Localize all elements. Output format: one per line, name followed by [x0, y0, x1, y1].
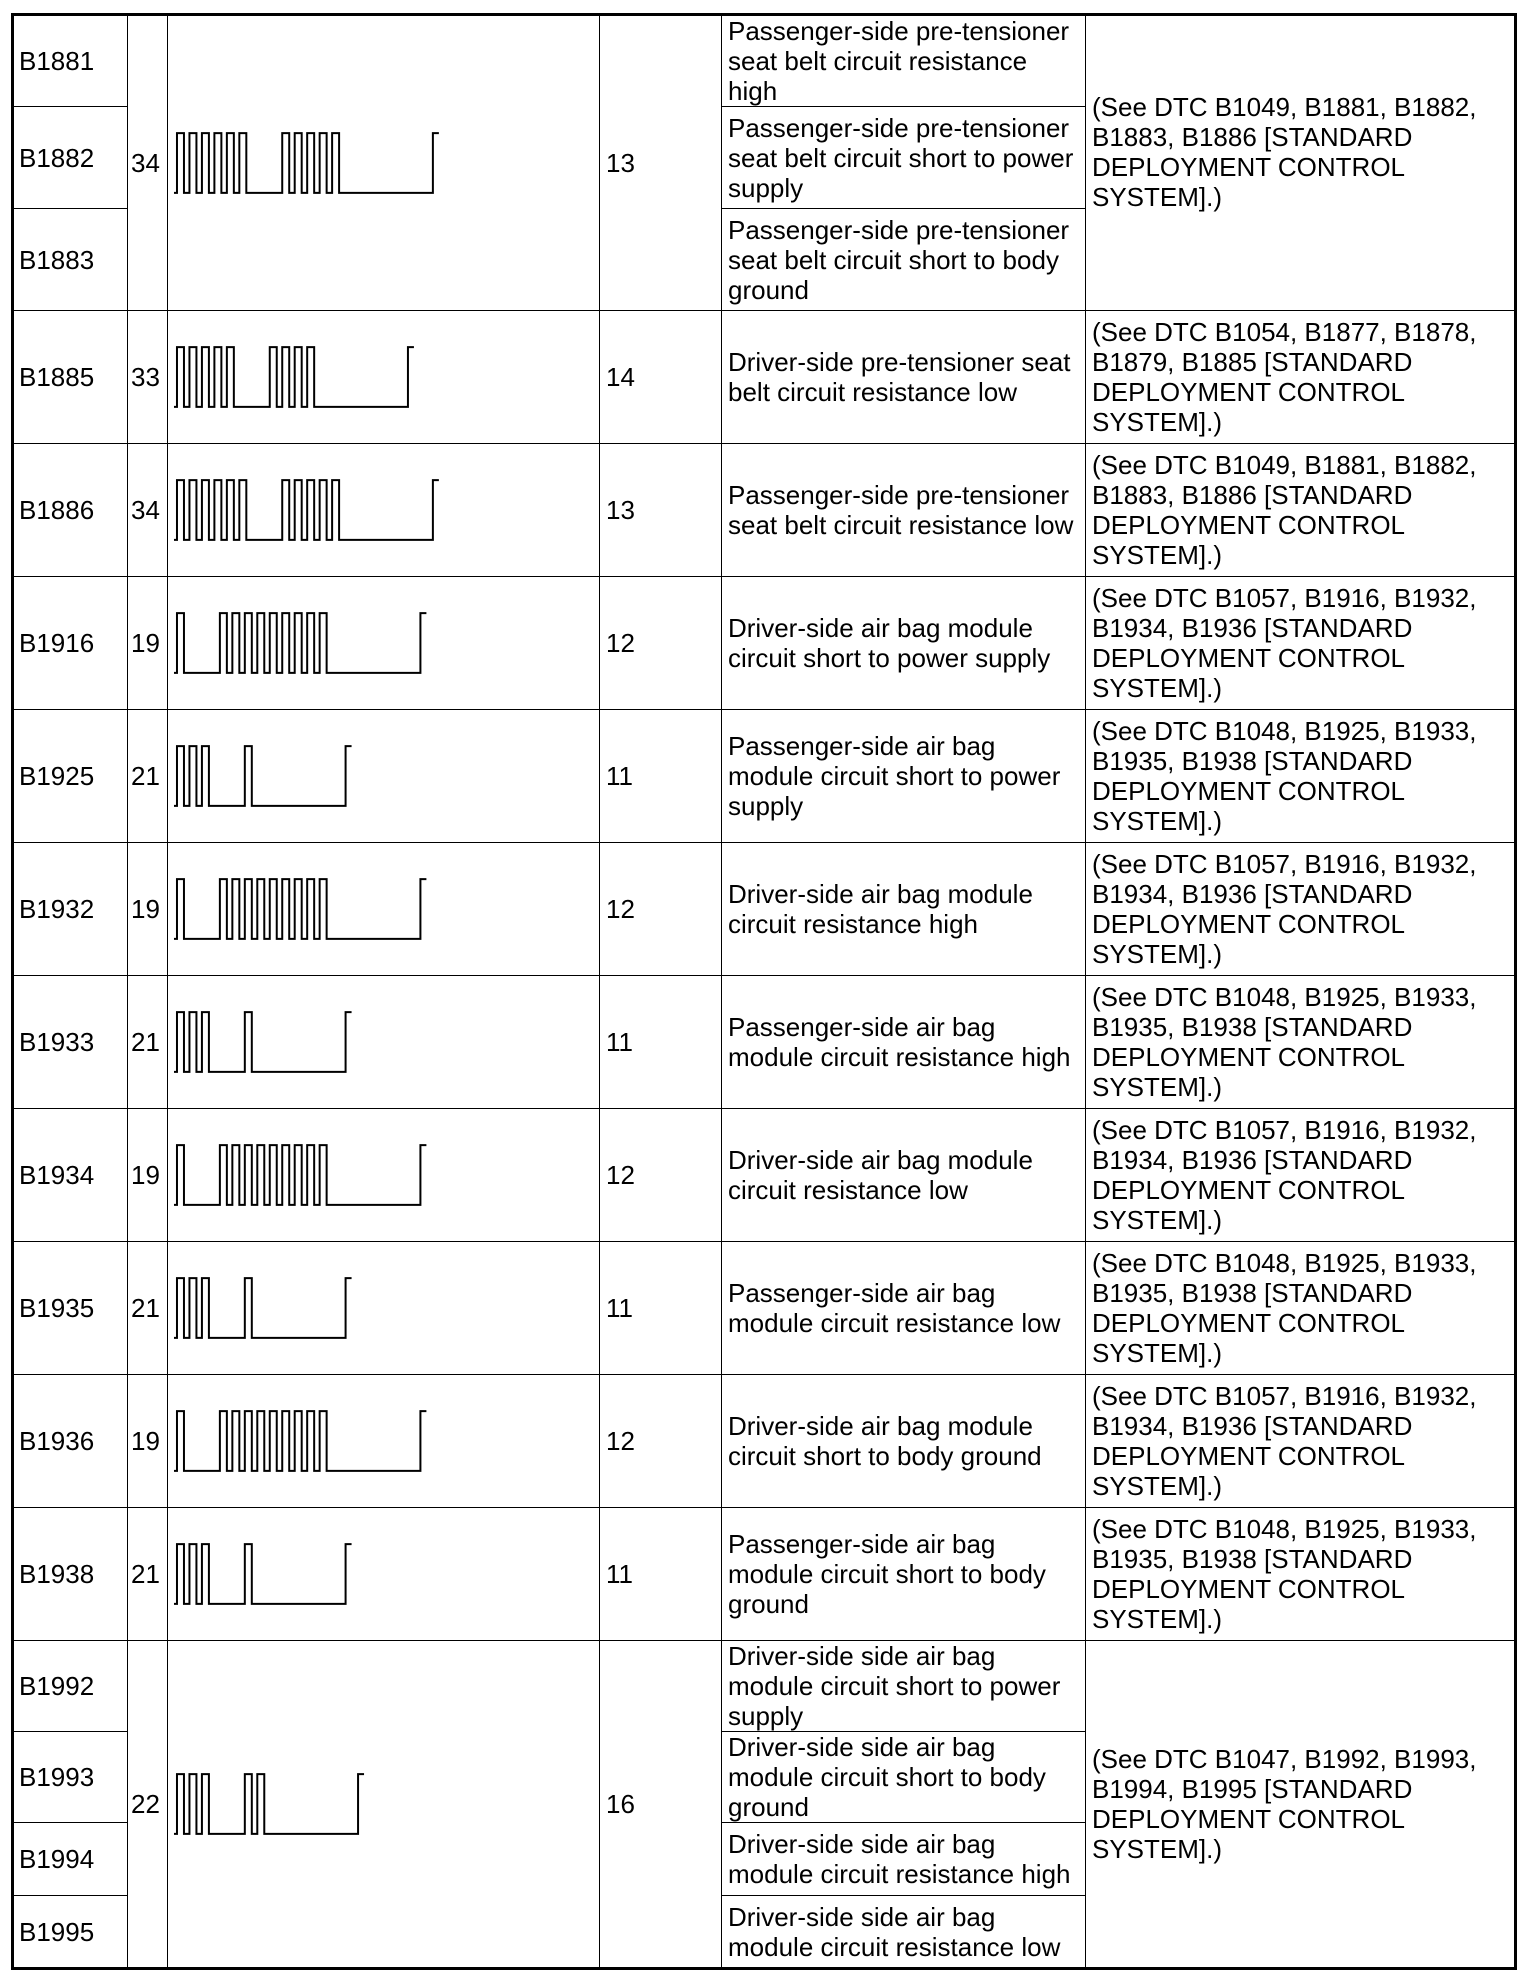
- dtc-code: B1916: [13, 577, 128, 710]
- pulse-trace: [174, 1544, 352, 1604]
- table-row: [13, 311, 1516, 444]
- dtc-description: Passenger-side pre-tensioner seat belt circuit short to body ground: [722, 209, 1086, 311]
- lamp-code: 13: [600, 15, 722, 311]
- flash-count: 21: [128, 1508, 168, 1641]
- dtc-description: Driver-side air bag module circuit short to power supply: [722, 577, 1086, 710]
- see-reference: (See DTC B1049, B1881, B1882, B1883, B1886 [STANDARD DEPLOYMENT CONTROL SYSTEM].): [1086, 15, 1516, 311]
- see-reference: (See DTC B1048, B1925, B1933, B1935, B1938 [STANDARD DEPLOYMENT CONTROL SYSTEM].): [1086, 1508, 1516, 1641]
- flash-pattern: [168, 1508, 600, 1641]
- dtc-code: B1886: [13, 444, 128, 577]
- table-row: [13, 1641, 1516, 1732]
- dtc-description: Driver-side air bag module circuit resistance high: [722, 843, 1086, 976]
- lamp-code: 11: [600, 976, 722, 1109]
- pulse-trace: [174, 746, 352, 806]
- flash-count: 19: [128, 577, 168, 710]
- table-row: [13, 1109, 1516, 1242]
- flash-pattern: [168, 1375, 600, 1508]
- pulse-trace: [174, 347, 414, 407]
- dtc-code: B1925: [13, 710, 128, 843]
- flash-pattern-waveform: [168, 1268, 599, 1348]
- pulse-trace: [174, 480, 439, 540]
- pulse-trace: [174, 879, 426, 939]
- table-row: [13, 1508, 1516, 1641]
- lamp-code: 16: [600, 1641, 722, 1969]
- see-reference: (See DTC B1047, B1992, B1993, B1994, B1995 [STANDARD DEPLOYMENT CONTROL SYSTEM].): [1086, 1641, 1516, 1969]
- dtc-code: B1882: [13, 107, 128, 209]
- pulse-trace: [174, 613, 426, 673]
- dtc-description: Driver-side air bag module circuit short to body ground: [722, 1375, 1086, 1508]
- see-reference: (See DTC B1048, B1925, B1933, B1935, B1938 [STANDARD DEPLOYMENT CONTROL SYSTEM].): [1086, 976, 1516, 1109]
- flash-pattern: [168, 577, 600, 710]
- flash-count: 34: [128, 444, 168, 577]
- dtc-description: Passenger-side pre-tensioner seat belt circuit resistance high: [722, 15, 1086, 107]
- flash-pattern-waveform: [168, 1401, 599, 1481]
- dtc-code: B1994: [13, 1823, 128, 1896]
- flash-count: 21: [128, 710, 168, 843]
- dtc-code: B1995: [13, 1896, 128, 1969]
- lamp-code: 12: [600, 1109, 722, 1242]
- dtc-code: B1938: [13, 1508, 128, 1641]
- pulse-trace: [174, 1012, 352, 1072]
- dtc-description: Passenger-side air bag module circuit short to body ground: [722, 1508, 1086, 1641]
- table-row: [13, 1375, 1516, 1508]
- table-row: [13, 1242, 1516, 1375]
- table-row: [13, 976, 1516, 1109]
- flash-count: 19: [128, 843, 168, 976]
- flash-pattern: [168, 710, 600, 843]
- flash-pattern-waveform: [168, 337, 599, 417]
- see-reference: (See DTC B1054, B1877, B1878, B1879, B1885 [STANDARD DEPLOYMENT CONTROL SYSTEM].): [1086, 311, 1516, 444]
- flash-count: 21: [128, 976, 168, 1109]
- table-row: [13, 710, 1516, 843]
- lamp-code: 13: [600, 444, 722, 577]
- table-row: [13, 843, 1516, 976]
- flash-pattern-waveform: [168, 1534, 599, 1614]
- flash-pattern: [168, 976, 600, 1109]
- dtc-code: B1885: [13, 311, 128, 444]
- dtc-description: Passenger-side air bag module circuit resistance high: [722, 976, 1086, 1109]
- pulse-trace: [174, 1774, 364, 1834]
- flash-pattern-waveform: [168, 736, 599, 816]
- see-reference: (See DTC B1057, B1916, B1932, B1934, B1936 [STANDARD DEPLOYMENT CONTROL SYSTEM].): [1086, 1109, 1516, 1242]
- dtc-description: Driver-side side air bag module circuit resistance low: [722, 1896, 1086, 1969]
- flash-pattern: [168, 15, 600, 311]
- flash-pattern-waveform: [168, 603, 599, 683]
- table-row: [13, 15, 1516, 107]
- dtc-code: B1881: [13, 15, 128, 107]
- lamp-code: 11: [600, 710, 722, 843]
- table-row: [13, 444, 1516, 577]
- flash-pattern-waveform: [168, 1764, 599, 1844]
- dtc-table: [11, 13, 1517, 1970]
- lamp-code: 12: [600, 1375, 722, 1508]
- dtc-code: B1932: [13, 843, 128, 976]
- dtc-description: Driver-side air bag module circuit resistance low: [722, 1109, 1086, 1242]
- dtc-description: Driver-side pre-tensioner seat belt circuit resistance low: [722, 311, 1086, 444]
- flash-count: 33: [128, 311, 168, 444]
- flash-count: 19: [128, 1375, 168, 1508]
- lamp-code: 12: [600, 843, 722, 976]
- dtc-description: Passenger-side air bag module circuit short to power supply: [722, 710, 1086, 843]
- dtc-code: B1934: [13, 1109, 128, 1242]
- dtc-description: Driver-side side air bag module circuit short to body ground: [722, 1732, 1086, 1823]
- flash-pattern: [168, 1242, 600, 1375]
- flash-pattern: [168, 1109, 600, 1242]
- flash-count: 34: [128, 15, 168, 311]
- flash-pattern-waveform: [168, 123, 599, 203]
- pulse-trace: [174, 1278, 352, 1338]
- dtc-description: Passenger-side pre-tensioner seat belt circuit resistance low: [722, 444, 1086, 577]
- flash-pattern: [168, 444, 600, 577]
- flash-count: 19: [128, 1109, 168, 1242]
- flash-pattern-waveform: [168, 470, 599, 550]
- pulse-trace: [174, 1411, 426, 1471]
- flash-pattern: [168, 1641, 600, 1969]
- flash-pattern-waveform: [168, 1135, 599, 1215]
- see-reference: (See DTC B1057, B1916, B1932, B1934, B1936 [STANDARD DEPLOYMENT CONTROL SYSTEM].): [1086, 577, 1516, 710]
- flash-count: 21: [128, 1242, 168, 1375]
- dtc-code: B1936: [13, 1375, 128, 1508]
- see-reference: (See DTC B1048, B1925, B1933, B1935, B1938 [STANDARD DEPLOYMENT CONTROL SYSTEM].): [1086, 1242, 1516, 1375]
- dtc-description: Passenger-side air bag module circuit resistance low: [722, 1242, 1086, 1375]
- dtc-code: B1992: [13, 1641, 128, 1732]
- flash-count: 22: [128, 1641, 168, 1969]
- table-row: [13, 577, 1516, 710]
- lamp-code: 11: [600, 1508, 722, 1641]
- see-reference: (See DTC B1057, B1916, B1932, B1934, B1936 [STANDARD DEPLOYMENT CONTROL SYSTEM].): [1086, 1375, 1516, 1508]
- flash-pattern-waveform: [168, 869, 599, 949]
- pulse-trace: [174, 1145, 426, 1205]
- see-reference: (See DTC B1048, B1925, B1933, B1935, B1938 [STANDARD DEPLOYMENT CONTROL SYSTEM].): [1086, 710, 1516, 843]
- dtc-description: Driver-side side air bag module circuit resistance high: [722, 1823, 1086, 1896]
- flash-pattern: [168, 843, 600, 976]
- lamp-code: 11: [600, 1242, 722, 1375]
- flash-pattern-waveform: [168, 1002, 599, 1082]
- dtc-code: B1993: [13, 1732, 128, 1823]
- dtc-description: Passenger-side pre-tensioner seat belt circuit short to power supply: [722, 107, 1086, 209]
- lamp-code: 12: [600, 577, 722, 710]
- dtc-code: B1933: [13, 976, 128, 1109]
- dtc-code: B1935: [13, 1242, 128, 1375]
- flash-pattern: [168, 311, 600, 444]
- lamp-code: 14: [600, 311, 722, 444]
- see-reference: (See DTC B1049, B1881, B1882, B1883, B1886 [STANDARD DEPLOYMENT CONTROL SYSTEM].): [1086, 444, 1516, 577]
- pulse-trace: [174, 133, 439, 193]
- dtc-description: Driver-side side air bag module circuit short to power supply: [722, 1641, 1086, 1732]
- see-reference: (See DTC B1057, B1916, B1932, B1934, B1936 [STANDARD DEPLOYMENT CONTROL SYSTEM].): [1086, 843, 1516, 976]
- dtc-code: B1883: [13, 209, 128, 311]
